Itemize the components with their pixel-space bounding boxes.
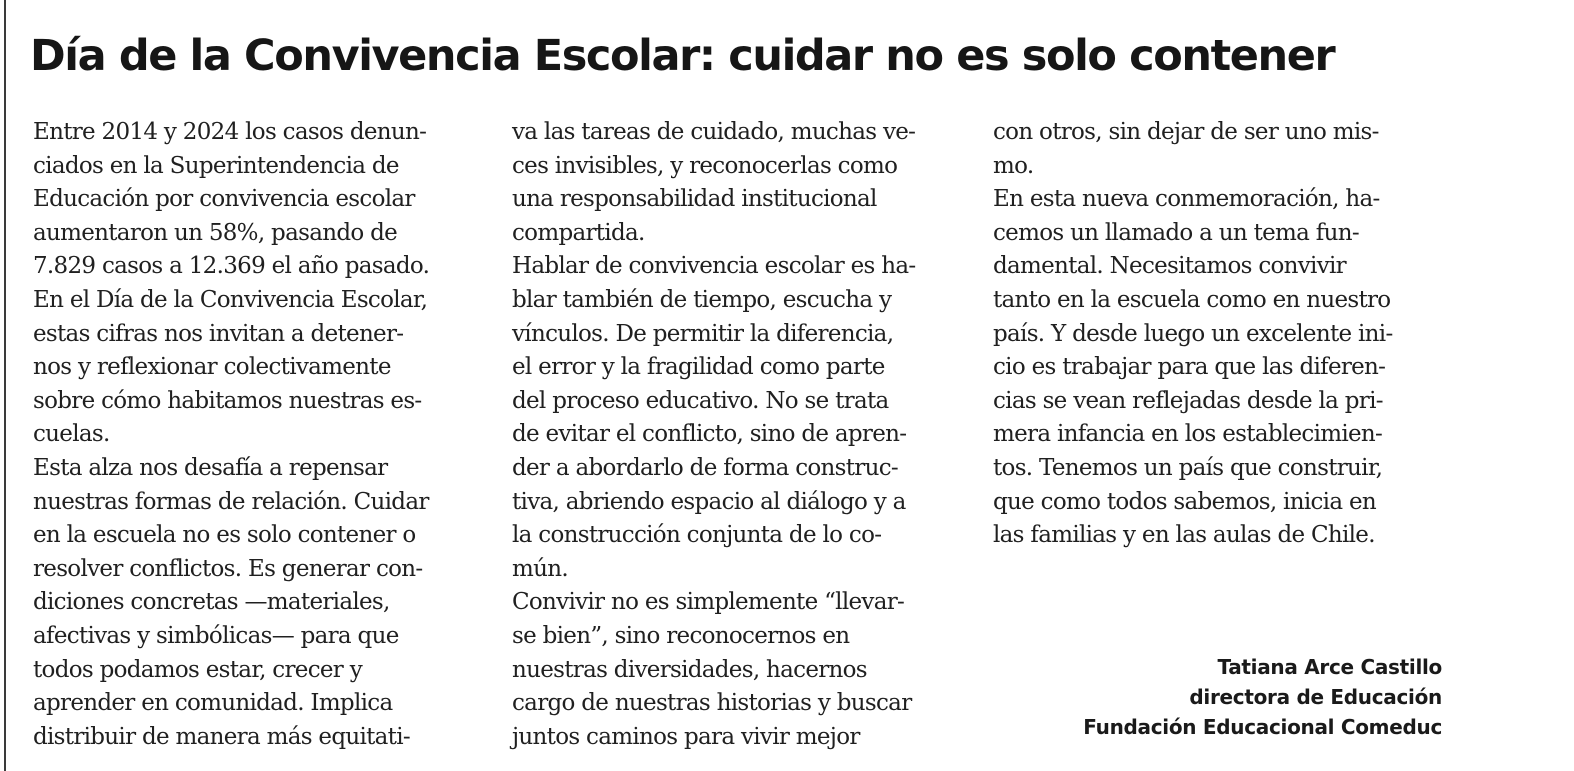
article-title: Día de la Convivencia Escolar: cuidar no es solo contener (30, 31, 1335, 81)
body-line: va las tareas de cuidado, muchas ve- (512, 119, 916, 145)
body-line: que como todos sabemos, inicia en (993, 488, 1376, 515)
body-line: el error y la fragilidad como parte (512, 354, 885, 381)
body-line: mo. (993, 152, 1034, 179)
author-role: directora de Educación (1189, 685, 1442, 709)
body-line: nuestras diversidades, hacernos (512, 656, 867, 683)
article-column-3 (993, 116, 1453, 553)
body-line: Educación por convivencia escolar (33, 186, 415, 213)
body-line: diciones concretas —materiales, (33, 589, 390, 616)
body-line: sobre cómo habitamos nuestras es- (33, 387, 422, 414)
page-border (4, 0, 6, 771)
body-line: con otros, sin dejar de ser uno mis- (993, 119, 1379, 145)
body-line: la construcción conjunta de lo co- (512, 522, 882, 549)
body-line: En esta nueva conmemoración, ha- (993, 186, 1380, 213)
article-column-2 (512, 116, 972, 754)
author-name: Tatiana Arce Castillo (1217, 655, 1442, 679)
author-organization: Fundación Educacional Comeduc (1083, 715, 1442, 739)
body-line: las familias y en las aulas de Chile. (993, 522, 1375, 549)
body-line: estas cifras nos invitan a detener- (33, 320, 404, 347)
body-line: tiva, abriendo espacio al diálogo y a (512, 488, 906, 515)
body-line: tos. Tenemos un país que construir, (993, 454, 1383, 481)
body-line: damental. Necesitamos convivir (993, 253, 1346, 280)
body-line: resolver conflictos. Es generar con- (33, 555, 423, 582)
body-line: cio es trabajar para que las diferen- (993, 354, 1386, 381)
body-line: vínculos. De permitir la diferencia, (512, 320, 894, 347)
body-line: cuelas. (33, 421, 110, 448)
author-byline (1083, 652, 1442, 742)
body-line: mera infancia en los establecimien- (993, 421, 1383, 448)
body-line: de evitar el conflicto, sino de apren- (512, 421, 907, 448)
body-line: Hablar de convivencia escolar es ha- (512, 253, 916, 280)
body-line: ces invisibles, y reconocerlas como (512, 152, 898, 179)
body-line: Convivir no es simplemente “llevar- (512, 589, 905, 616)
body-line: Entre 2014 y 2024 los casos denun- (33, 119, 427, 145)
body-line: país. Y desde luego un excelente ini- (993, 320, 1393, 347)
body-line: tanto en la escuela como en nuestro (993, 286, 1391, 313)
body-line: cargo de nuestras historias y buscar (512, 690, 912, 717)
article-column-1 (33, 116, 493, 754)
body-line: cias se vean reflejadas desde la pri- (993, 387, 1383, 414)
body-line: aumentaron un 58%, pasando de (33, 219, 398, 246)
body-line: se bien”, sino reconocernos en (512, 622, 850, 649)
body-line: nuestras formas de relación. Cuidar (33, 488, 429, 515)
body-line: blar también de tiempo, escucha y (512, 286, 892, 313)
body-line: una responsabilidad institucional (512, 186, 877, 213)
body-line: en la escuela no es solo contener o (33, 522, 416, 549)
body-line: En el Día de la Convivencia Escolar, (33, 286, 428, 313)
body-line: nos y reflexionar colectivamente (33, 354, 391, 381)
body-line: compartida. (512, 219, 645, 246)
body-line: Esta alza nos desafía a repensar (33, 454, 388, 481)
body-line: 7.829 casos a 12.369 el año pasado. (33, 253, 430, 280)
body-line: der a abordarlo de forma construc- (512, 454, 898, 481)
body-line: aprender en comunidad. Implica (33, 690, 393, 717)
body-line: mún. (512, 555, 568, 582)
body-line: distribuir de manera más equitati- (33, 723, 410, 750)
body-line: todos podamos estar, crecer y (33, 656, 362, 683)
body-line: afectivas y simbólicas— para que (33, 622, 399, 649)
body-line: del proceso educativo. No se trata (512, 387, 889, 414)
body-line: cemos un llamado a un tema fun- (993, 219, 1359, 246)
body-line: juntos caminos para vivir mejor (512, 723, 860, 750)
body-line: ciados en la Superintendencia de (33, 152, 399, 179)
